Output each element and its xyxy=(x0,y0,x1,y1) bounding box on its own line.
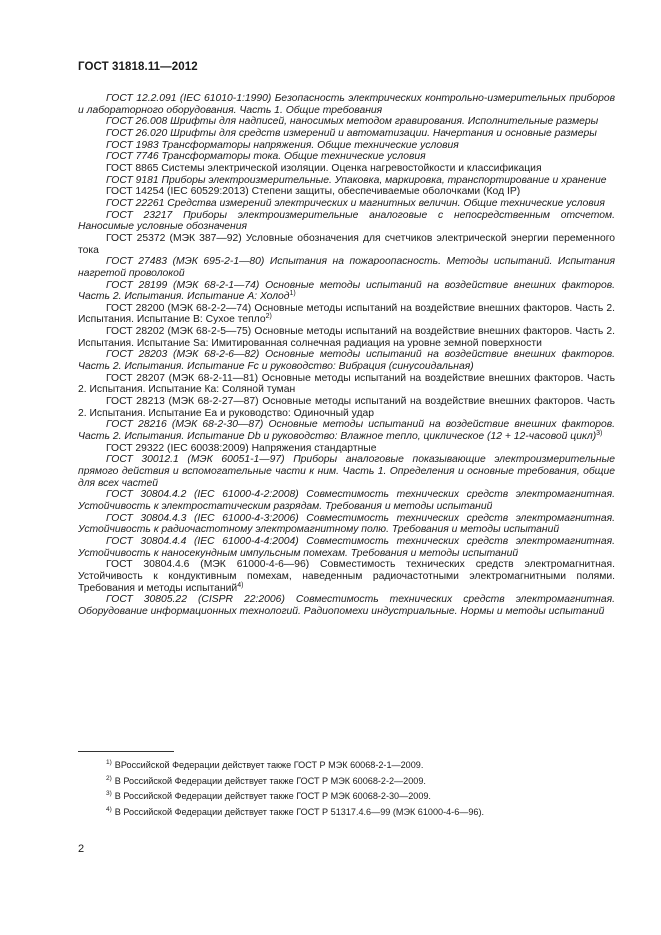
reference-title: Степени защиты, обеспечиваемые оболочками (Код IP) xyxy=(251,186,521,198)
reference-item xyxy=(78,151,615,163)
reference-item xyxy=(78,210,615,233)
footnote-marker: 2) xyxy=(265,313,272,321)
footnote-marker: 1) xyxy=(289,290,296,298)
reference-code: ГОСТ 30804.4.2 (IEC 61000-4-2:2008) xyxy=(106,489,307,501)
reference-title: Приборы электроизмерительные. Упаковка, маркировка, транспортирование и хранение xyxy=(161,174,607,186)
reference-code: ГОСТ 28200 (МЭК 68-2-2—74) xyxy=(106,302,255,314)
footnote-item xyxy=(106,805,606,821)
reference-item xyxy=(78,303,615,326)
reference-title: Трансформаторы напряжения. Общие технические условия xyxy=(161,139,459,151)
reference-item xyxy=(78,396,615,419)
reference-code: ГОСТ 30805.22 (CISPR 22:2006) xyxy=(106,594,296,606)
reference-title: Испытания на пожароопасность. Методы испытаний. Испытания нагретой проволокой xyxy=(78,256,616,279)
reference-title: Основные методы испытаний на воздействие внешних факторов. Часть 2. Испытания. Испытание Db и руководство: Влажное тепло, циклическое (12 + 12-часовой цикл) xyxy=(78,419,615,443)
reference-item xyxy=(78,594,615,617)
reference-title: Совместимость технических средств электромагнитная. Устойчивость к кондуктивным помехам, наведенным радиочастотными электромагнитными полями. Требования и методы испытаний xyxy=(78,559,616,594)
reference-item xyxy=(78,93,615,116)
reference-code: ГОСТ 30804.4.4 (IEC 61000-4-4:2004) xyxy=(106,535,307,547)
references-list xyxy=(78,93,615,618)
footnote-text: В Российской Федерации действует также ГОСТ Р МЭК 60068-2-2—2009. xyxy=(114,775,426,786)
reference-code: ГОСТ 14254 (IEC 60529:2013) xyxy=(106,186,252,198)
reference-title: Основные методы испытаний на воздействие внешних факторов. Часть 2. Испытания. Испытание Ка: Соляной туман xyxy=(78,372,615,396)
reference-title: Основные методы испытаний на воздействие внешних факторов. Часть 2. Испытания. Испытание Fc и руководство: Вибрация (синусоидальная) xyxy=(78,349,615,373)
reference-item xyxy=(78,443,615,455)
reference-code: ГОСТ 22261 xyxy=(106,197,168,209)
reference-item xyxy=(78,198,615,210)
reference-code: ГОСТ 28203 (МЭК 68-2-6—82) xyxy=(106,349,266,361)
reference-item xyxy=(78,128,615,140)
footnote-mark: 2) xyxy=(106,774,112,782)
reference-title: Совместимость технических средств электромагнитная. Устойчивость к наносекундным импульсным помехам. Требования и методы испытаний xyxy=(78,535,615,559)
reference-code: ГОСТ 26.020 xyxy=(106,127,171,139)
reference-item xyxy=(78,454,615,489)
reference-title: Основные методы испытаний на воздействие внешних факторов. Часть 2. Испытания. Испытание А: Холод xyxy=(78,279,615,303)
footnote-marker: 4) xyxy=(237,581,244,589)
reference-item xyxy=(78,349,615,372)
reference-code: ГОСТ 28202 (МЭК 68-2-5—75) xyxy=(106,326,255,338)
reference-title: Напряжения стандартные xyxy=(251,442,377,454)
reference-title: Средства измерений электрических и магнитных величин. Общие технические условия xyxy=(167,197,605,209)
reference-code: ГОСТ 30804.4.6 (МЭК 61000-4-6—96) xyxy=(106,559,321,571)
reference-item xyxy=(78,233,615,256)
reference-title: Шрифты для средств измерений и автоматизации. Начертания и основные размеры xyxy=(170,127,597,139)
reference-item xyxy=(78,559,615,594)
reference-code: ГОСТ 8865 xyxy=(106,162,162,174)
reference-item xyxy=(78,163,615,175)
reference-code: ГОСТ 25372 (МЭК 387—92) xyxy=(106,232,246,244)
reference-item xyxy=(78,373,615,396)
reference-title: Трансформаторы тока. Общие технические условия xyxy=(161,151,426,163)
reference-item xyxy=(78,175,615,187)
footnote-mark: 3) xyxy=(106,790,112,797)
reference-title: Приборы аналоговые показывающие электроизмерительные прямого действия и вспомогательные части к ним. Часть 1. Определения и основные требования, общие для всех частей xyxy=(78,454,615,489)
reference-code: ГОСТ 12.2.091 (IEC 61010-1:1990) xyxy=(106,93,275,104)
reference-title: Условные обозначения для счетчиков электрической энергии переменного тока xyxy=(78,232,615,256)
reference-title: Безопасность электрических контрольно-измерительных приборов и лабораторного оборудования. Часть 1. Общие требования xyxy=(78,93,615,116)
reference-item xyxy=(78,326,615,349)
page-header-title: ГОСТ 31818.11—2012 xyxy=(78,61,198,73)
reference-code: ГОСТ 7746 xyxy=(106,151,162,163)
reference-title: Совместимость технических средств электромагнитная. Устойчивость к радиочастотному электромагнитному полю. Требования и методы испытаний xyxy=(78,512,615,536)
reference-code: ГОСТ 28207 (МЭК 68-2-11—81) xyxy=(106,372,262,384)
reference-item xyxy=(78,186,615,198)
footnote-item xyxy=(106,789,606,805)
footnotes xyxy=(106,758,606,820)
reference-item xyxy=(78,116,615,128)
reference-item xyxy=(78,280,615,303)
reference-item xyxy=(78,256,615,279)
reference-code: ГОСТ 28199 (МЭК 68-2-1—74) xyxy=(106,279,266,291)
reference-title: Основные методы испытаний на воздействие внешних факторов. Часть 2. Испытания. Испытание В: Сухое тепло xyxy=(78,302,615,326)
footnote-item xyxy=(106,774,606,790)
reference-code: ГОСТ 23217 xyxy=(106,209,184,221)
footnote-mark: 4) xyxy=(106,805,112,813)
footnote-item xyxy=(106,758,606,774)
reference-item xyxy=(78,536,615,559)
reference-title: Приборы электроизмерительные аналоговые с непосредственным отсчетом. Наносимые условные обозначения xyxy=(78,209,615,233)
reference-item xyxy=(78,419,615,442)
reference-item xyxy=(78,489,615,512)
footnote-marker: 3) xyxy=(596,430,603,438)
reference-code: ГОСТ 30012.1 (МЭК 60051-1—97) xyxy=(106,454,294,466)
reference-code: ГОСТ 28213 (МЭК 68-2-27—87) xyxy=(106,396,263,408)
footnote-text: В Российской Федерации действует также ГОСТ Р 51317.4.6—99 (МЭК 61000-4-6—96). xyxy=(114,806,485,817)
reference-title: Совместимость технических средств электромагнитная. Устойчивость к электростатическим разрядам. Требования и методы испытаний xyxy=(78,489,615,512)
reference-item xyxy=(78,513,615,536)
reference-title: Основные методы испытаний на воздействие внешних факторов. Часть 2. Испытания. Испытание Sa: Имитированная солнечная радиация на уровне земной поверхности xyxy=(78,326,615,349)
reference-title: Шрифты для надписей, наносимых методом гравирования. Исполнительные размеры xyxy=(170,116,599,128)
reference-title: Совместимость технических средств электромагнитная. Оборудование информационных технологий. Радиопомехи индустриальные. Нормы и методы испытаний xyxy=(78,594,616,617)
reference-code: ГОСТ 1983 xyxy=(106,139,162,151)
footnote-divider xyxy=(78,751,174,752)
reference-code: ГОСТ 29322 (IEC 60038:2009) xyxy=(106,442,252,454)
reference-code: ГОСТ 30804.4.3 (IEC 61000-4-3:2006) xyxy=(106,512,307,524)
page-number: 2 xyxy=(78,843,85,855)
reference-item xyxy=(78,140,615,152)
reference-code: ГОСТ 27483 (МЭК 695-2-1—80) xyxy=(106,256,270,268)
reference-title: Системы электрической изоляции. Оценка нагревостойкости и классификация xyxy=(161,162,542,174)
reference-code: ГОСТ 9181 xyxy=(106,174,162,186)
footnote-text: ВРоссийской Федерации действует также ГОСТ Р МЭК 60068-2-1—2009. xyxy=(114,760,424,770)
footnote-mark: 1) xyxy=(106,759,112,766)
reference-title: Основные методы испытаний на воздействие внешних факторов. Часть 2. Испытания. Испытание Еа и руководство: Одиночный удар xyxy=(78,396,615,419)
footnote-text: В Российской Федерации действует также ГОСТ Р МЭК 60068-2-30—2009. xyxy=(114,791,431,801)
reference-code: ГОСТ 26.008 xyxy=(106,116,171,128)
reference-code: ГОСТ 28216 (МЭК 68-2-30—87) xyxy=(106,419,269,431)
